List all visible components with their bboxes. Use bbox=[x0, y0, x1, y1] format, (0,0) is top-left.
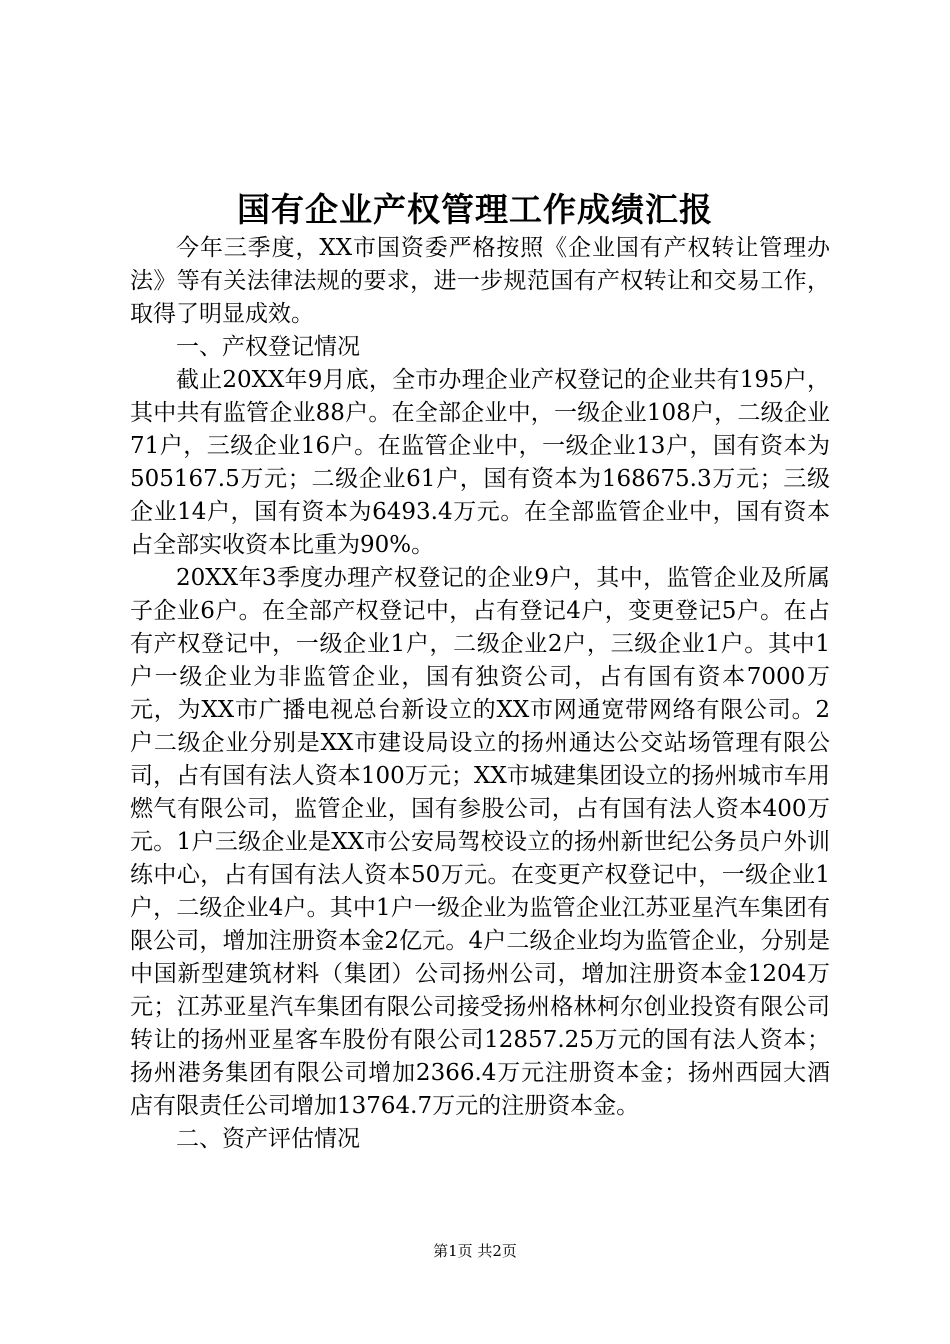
q3-registration-paragraph: 20XX年3季度办理产权登记的企业9户，其中，监管企业及所属子企业6户。在全部产权登记中，占有登记4户，变更登记5户。在占有产权登记中，一级企业1户，二级企业2户，三级企业1户。其中1户一级企业为非监管企业，国有独资公司，占有国有资本7000万元，为XX市广播电视总台新设立的XX市网通宽带网络有限公司。2户二级企业分别是XX市建设局设立的扬州通达公交站场管理有限公司，占有国有法人资本100万元；XX市城建集团设立的扬州城市车用燃气有限公司，监管企业，国有参股公司，占有国有法人资本400万元。1户三级企业是XX市公安局驾校设立的扬州新世纪公务员户外训练中心，占有国有法人资本50万元。在变更产权登记中，一级企业1户，二级企业4户。其中1户一级企业为监管企业江苏亚星汽车集团有限公司，增加注册资本金2亿元。4户二级企业均为监管企业，分别是中国新型建筑材料（集团）公司扬州公司，增加注册资本金1204万元；江苏亚星汽车集团有限公司接受扬州格林柯尔创业投资有限公司转让的扬州亚星客车股份有限公司12857.25万元的国有法人资本；扬州港务集团有限公司增加2366.4万元注册资本金；扬州西园大酒店有限责任公司增加13764.7万元的注册资本金。 bbox=[130, 565, 830, 1119]
document-body bbox=[130, 232, 830, 1156]
page-number-footer: 第1页 共2页 bbox=[433, 1242, 517, 1260]
document-title: 国有企业产权管理工作成绩汇报 bbox=[237, 190, 713, 229]
section-heading-property-registration: 一、产权登记情况 bbox=[176, 334, 360, 360]
intro-paragraph: 今年三季度，XX市国资委严格按照《企业国有产权转让管理办法》等有关法律法规的要求，进一步规范国有产权转让和交易工作，取得了明显成效。 bbox=[130, 235, 830, 327]
section-heading-asset-evaluation: 二、资产评估情况 bbox=[176, 1126, 360, 1152]
registration-summary-paragraph: 截止20XX年9月底，全市办理企业产权登记的企业共有195户，其中共有监管企业88户。在全部企业中，一级企业108户，二级企业71户，三级企业16户。在监管企业中，一级企业13户，国有资本为505167.5万元；二级企业61户，国有资本为168675.3万元；三级企业14户，国有资本为6493.4万元。在全部监管企业中，国有资本占全部实收资本比重为90%。 bbox=[130, 367, 830, 558]
